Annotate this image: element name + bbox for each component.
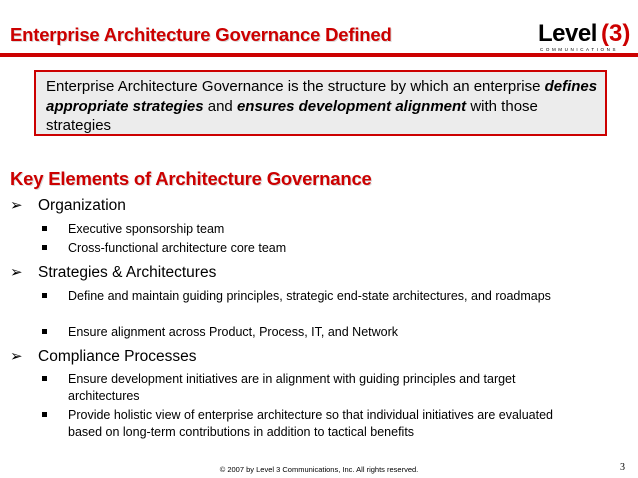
sub-bullet [42,288,582,305]
callout-text: with those strategies [46,97,538,134]
sub-bullet [42,240,582,257]
square-bullet-icon [42,293,47,298]
arrow-bullet-icon: ➢ [10,196,23,214]
logo-tagline: COMMUNICATIONS [540,47,619,52]
sub-bullet-text: Define and maintain guiding principles, strategic end-state architectures, and roadmaps [68,289,551,303]
callout-text: Enterprise Architecture Governance is the structure by which an enterprise [46,78,545,95]
sub-bullet-text: Ensure development initiatives are in alignment with guiding principles and target architectures [68,372,516,403]
key-elements-heading: Key Elements of Architecture Governance [10,168,372,189]
callout-text: and [203,97,237,115]
square-bullet-icon [42,412,47,417]
sub-bullet-text: Executive sponsorship team [68,222,225,236]
bullet-label: Organization [38,197,126,214]
page-number: 3 [620,462,625,473]
sub-bullet-text: Ensure alignment across Product, Process, IT, and Network [68,325,399,339]
square-bullet-icon [42,329,47,334]
sub-bullet [42,324,582,341]
callout-emphasis-alignment: ensures development alignment [236,97,467,115]
logo-word: Level [538,20,597,47]
sub-bullet-text: Cross-functional architecture core team [68,241,287,255]
logo-number: (3) [601,20,631,47]
square-bullet-icon [42,245,47,250]
sub-bullet [42,407,582,440]
bullet-label: Compliance Processes [38,348,197,365]
copyright-footer: © 2007 by Level 3 Communications, Inc. All rights reserved. [219,465,419,474]
square-bullet-icon [42,376,47,381]
arrow-bullet-icon: ➢ [10,263,23,281]
callout-emphasis-strategies: defines appropriate strategies [46,78,598,115]
square-bullet-icon [42,226,47,231]
bullet-strategies-architectures [10,262,216,283]
slide-title: Enterprise Architecture Governance Defined [10,24,392,45]
definition-callout [34,70,607,136]
bullet-organization [10,195,126,216]
arrow-bullet-icon: ➢ [10,347,23,365]
title-rule [0,53,638,57]
bullet-label: Strategies & Architectures [38,264,217,281]
sub-bullet [42,221,582,238]
sub-bullet-text: Provide holistic view of enterprise architecture so that individual initiatives are evaluated based on long-term contributions in addition to tactical benefits [68,408,553,439]
sub-bullet [42,371,582,404]
bullet-compliance-processes [10,346,197,367]
level3-logo [538,20,638,52]
